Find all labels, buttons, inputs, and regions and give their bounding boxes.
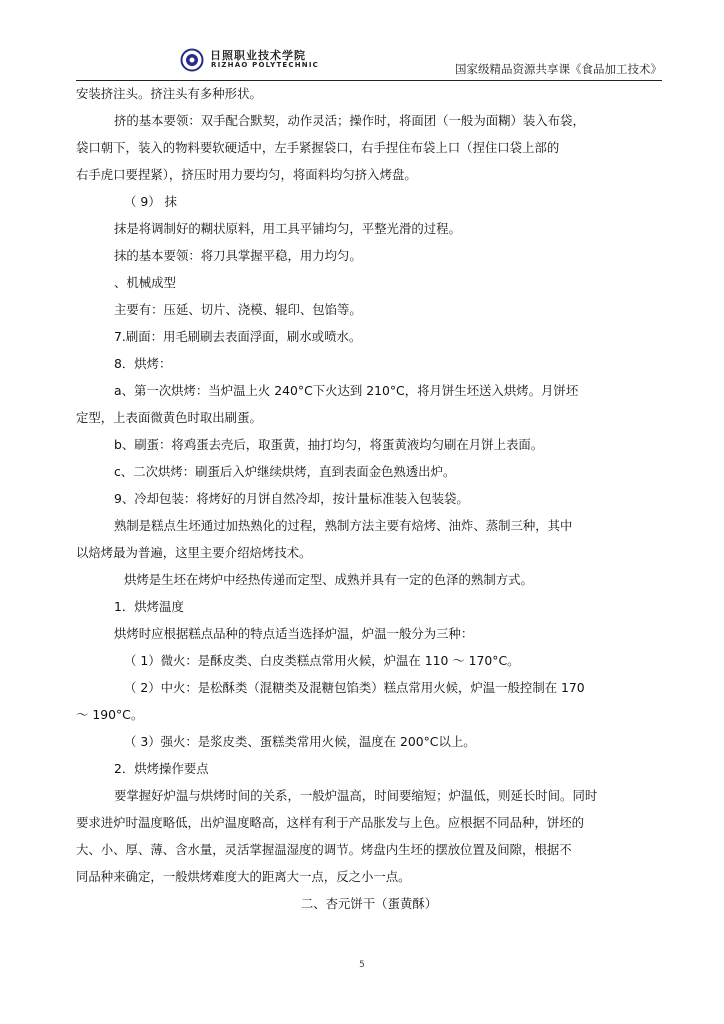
section-heading: （ 9） 抹 [124, 194, 177, 209]
paragraph: a、第一次烘烤：当炉温上火 240°C下火达到 210°C，将月饼生坯送入烘烤。月饼坯 [114, 383, 579, 398]
section-heading: 8．烘烤： [114, 356, 172, 371]
paragraph: b、刷蛋：将鸡蛋去壳后，取蛋黄，抽打均匀，将蛋黄液均匀刷在月饼上表面。 [114, 437, 544, 452]
document-body [76, 80, 662, 917]
school-name-cn: 日照职业技术学院 [210, 49, 306, 62]
paragraph: （ 3）强火：是浆皮类、蛋糕类常用火候，温度在 200°C以上。 [124, 734, 476, 749]
page-number: 5 [359, 960, 365, 970]
school-logo [180, 46, 340, 74]
paragraph: 主要有：压延、切片、浇模、辊印、包馅等。 [114, 302, 362, 317]
paragraph: 挤的基本要领：双手配合默契，动作灵活；操作时，将面团（一般为面糊）装入布袋， [114, 113, 585, 128]
paragraph: 7.刷面：用毛刷刷去表面浮面，刷水或喷水。 [114, 329, 362, 344]
paragraph: 要求进炉时温度略低，出炉温度略高，这样有利于产品胀发与上色。应根据不同品种，饼坯的 [76, 815, 585, 830]
paragraph: 熟制是糕点生坯通过加热熟化的过程，熟制方法主要有焙烤、油炸、蒸制三种，其中 [114, 518, 573, 533]
section-heading: 1．烘烤温度 [114, 599, 184, 614]
paragraph: （ 2）中火：是松酥类（混糖类及混糖包馅类）糕点常用火候，炉温一般控制在 170 [124, 680, 585, 695]
paragraph: 同品种来确定，一般烘烤难度大的距离大一点，反之小一点。 [76, 869, 411, 884]
paragraph: 抹是将调制好的糊状原料，用工具平铺均匀，平整光滑的过程。 [114, 221, 461, 236]
paragraph: 抹的基本要领：将刀具掌握平稳，用力均匀。 [114, 248, 362, 263]
paragraph: 大、小、厚、薄、含水量，灵活掌握温湿度的调节。烤盘内生坯的摆放位置及间隙，根据不 [76, 842, 572, 857]
course-title: 国家级精品资源共享课《食品加工技术》 [455, 62, 662, 76]
paragraph: 以焙烤最为普遍，这里主要介绍焙烤技术。 [76, 545, 312, 560]
paragraph: 袋口朝下，装入的物料要软硬适中，左手紧握袋口，右手捏住布袋上口（捏住口袋上部的 [76, 140, 560, 155]
paragraph: ～ 190°C。 [76, 707, 144, 722]
paragraph: 定型，上表面微黄色时取出刷蛋。 [76, 410, 262, 425]
section-title: 二、杏元饼干（蛋黄酥） [300, 896, 438, 911]
section-heading: 、机械成型 [114, 275, 176, 290]
paragraph: （ 1）微火：是酥皮类、白皮类糕点常用火候，炉温在 110 ～ 170°C。 [124, 653, 520, 668]
page-header [76, 44, 662, 81]
school-name-en: RIZHAO POLYTECHNIC [211, 61, 320, 69]
school-emblem-icon [180, 48, 204, 72]
paragraph: 烘烤是生坯在烤炉中经热传递而定型、成熟并具有一定的色泽的熟制方式。 [124, 572, 533, 587]
paragraph: 9、冷却包装：将烤好的月饼自然冷却，按计量标准装入包装袋。 [114, 491, 469, 506]
paragraph: 烘烤时应根据糕点品种的特点适当选择炉温，炉温一般分为三种： [114, 626, 474, 641]
paragraph: c、二次烘烤：刷蛋后入炉继续烘烤，直到表面金色熟透出炉。 [114, 464, 456, 479]
paragraph: 右手虎口要捏紧），挤压时用力要均匀，将面料均匀挤入烤盘。 [76, 167, 417, 182]
section-heading: 2．烘烤操作要点 [114, 761, 209, 776]
paragraph: 要掌握好炉温与烘烤时间的关系，一般炉温高，时间要缩短；炉温低，则延长时间。同时 [114, 788, 598, 803]
paragraph: 安装挤注头。挤注头有多种形状。 [76, 86, 262, 101]
